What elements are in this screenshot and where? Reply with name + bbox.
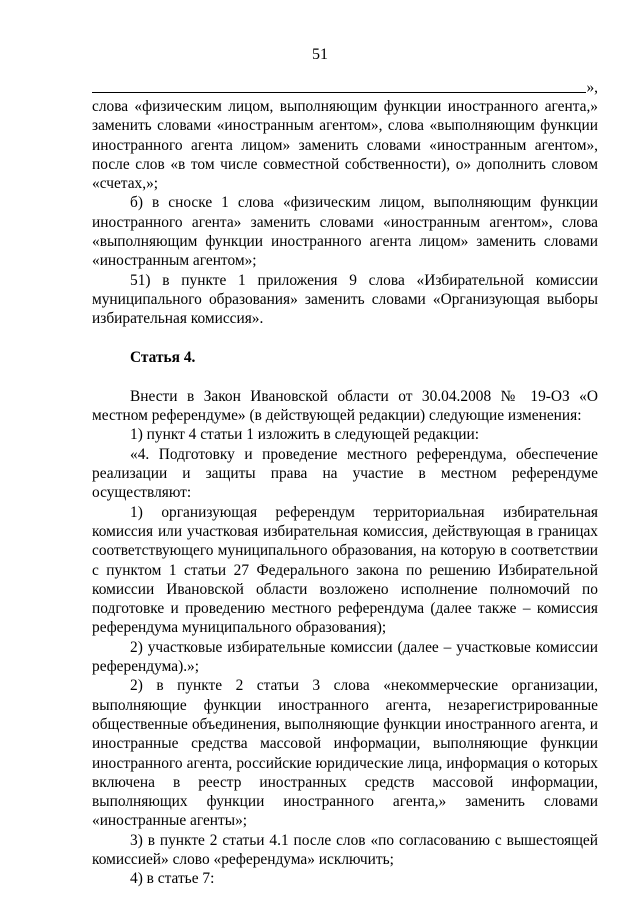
paragraph: 1) организующая референдум территориальная избирательная комиссия или участковая избирательная комиссия, действующая в границах соответствующего муниципального образования, на которую в соответствии с пунктом 1 статьи 27 Федерального закона по решению Избирательной комиссии Ивановской области возложено исполнение полномочий по подготовке и проведению местного референдума (далее также – комиссия референдума муниципального образования); — [92, 503, 598, 637]
paragraph: 51) в пункте 1 приложения 9 слова «Избирательной комиссии муниципального образования» заменить словами «Организующая выборы избирательная комиссия». — [92, 271, 598, 328]
underline-rule — [92, 92, 586, 93]
continuation-line — [92, 78, 598, 97]
paragraph: 3) в пункте 2 статьи 4.1 после слов «по согласованию с вышестоящей комиссией» слово «референдума» исключить; — [92, 831, 598, 868]
paragraph: Внести в Закон Ивановской области от 30.04.2008 № 19-ОЗ «О местном референдуме» (в действующей редакции) следующие изменения: — [92, 387, 598, 425]
continuation-tail: », — [586, 78, 598, 96]
paragraph: «4. Подготовку и проведение местного референдума, обеспечение реализации и защиты права на участие в местном референдуме осуществляют: — [92, 445, 598, 502]
paragraph: 1) пункт 4 статьи 1 изложить в следующей редакции: — [130, 426, 480, 444]
paragraph: 2) в пункте 2 статьи 3 слова «некоммерческие организации, выполняющие функции иностранного агента, незарегистрированные общественные объединения, выполняющие функции иностранного агента, и иностранные средства массовой информации, выполняющие функции иностранного агента, российские юридические лица, информация о которых включена в реестр иностранных средств массовой информации, выполняющих функции иностранного агента,» заменить словами «иностранные агенты»; — [92, 677, 598, 830]
paragraph: б) в сноске 1 слова «физическим лицом, выполняющим функции иностранного агента» заменить словами «иностранным агентом», слова «выполняющим функции иностранного агента лицом» заменить словами «иностранным агентом»; — [92, 194, 598, 270]
page-number: 51 — [312, 46, 328, 63]
paragraph: 4) в статье 7: — [130, 870, 215, 888]
paragraph: 2) участковые избирательные комиссии (далее – участковые комиссии референдума).»; — [92, 638, 598, 676]
article-title: Статья 4. — [130, 348, 196, 366]
paragraph: слова «физическим лицом, выполняющим функции иностранного агента,» заменить словами «иностранным агентом», слова «выполняющим функции иностранного агента лицом» заменить словами «иностранным агентом», после слов «в том числе совместной собственности), о» дополнить словом «счетах,»; — [92, 98, 598, 193]
document-body — [92, 78, 598, 889]
